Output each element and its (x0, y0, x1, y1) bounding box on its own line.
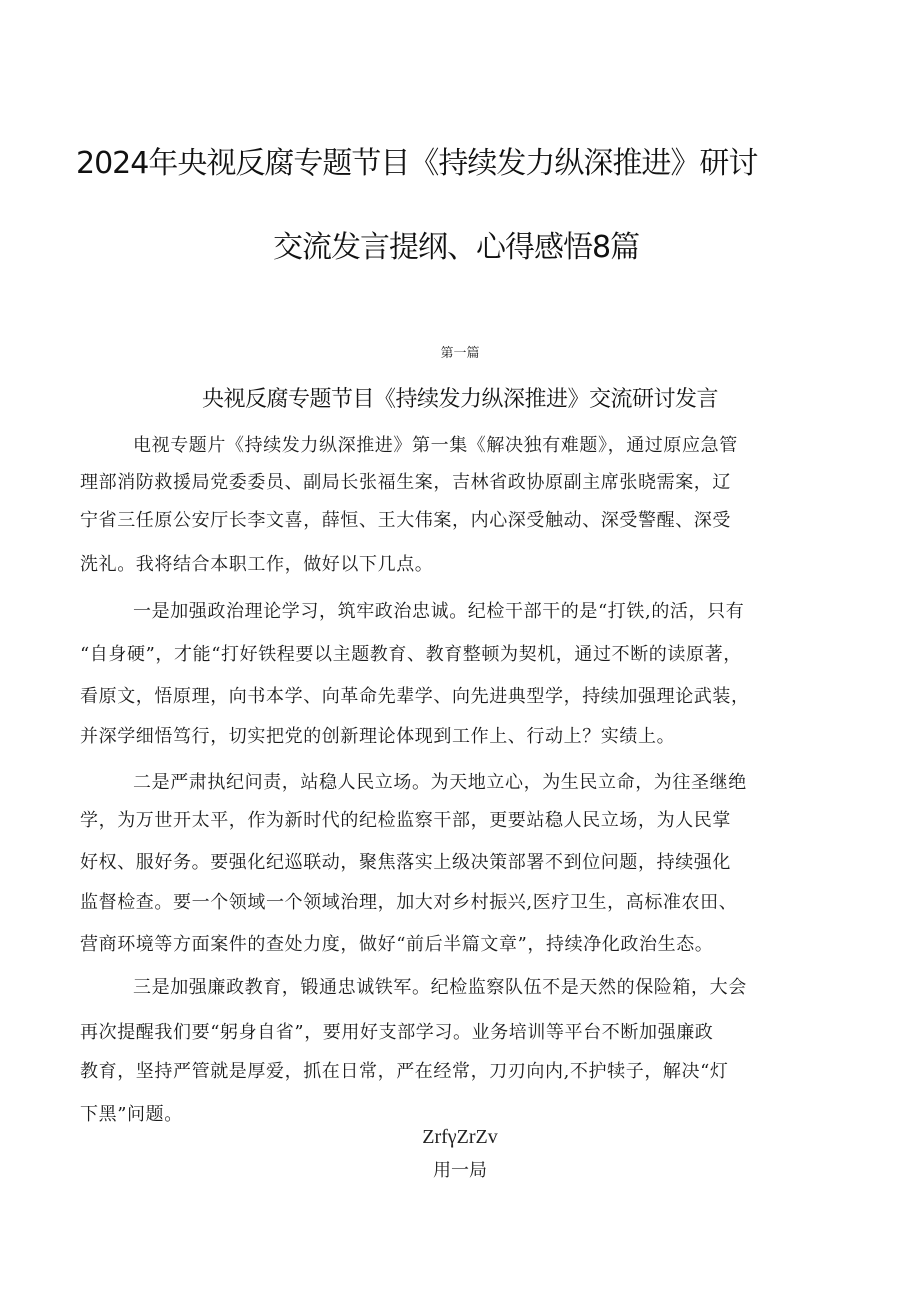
body-line: 教育，坚持严管就是厚爱，抓在日常，严在经常，刀刃向内,不护犊子，解决“灯 (80, 1061, 729, 1082)
section-label: 第一篇 (440, 346, 480, 361)
body-line: 理部消防救援局党委委员、副局长张福生案，吉林省政协原副主席张晓需案，辽 (80, 472, 731, 493)
document-title-line-2: 交流发言提纲、心得感悟8篇 (273, 230, 640, 265)
body-line: 看原文，悟原理，向书本学、向革命先辈学、向先进典型学，持续加强理论武装， (80, 686, 750, 707)
body-line: 洗礼。我将结合本职工作，做好以下几点。 (80, 554, 434, 575)
section-title: 央视反腐专题节目《持续发力纵深推进》交流研讨发言 (201, 387, 718, 412)
body-line: 再次提醒我们要“躬身自省”，要用好支部学习。业务培训等平台不断加强廉政 (80, 1022, 714, 1043)
body-line: 二是严肃执纪问责，站稳人民立场。为天地立心，为生民立命，为往圣继绝 (133, 772, 747, 793)
document-title-line-1: 2024年央视反腐专题节目《持续发力纵深推进》研讨 (76, 146, 758, 181)
body-line: 一是加强政治理论学习，筑牢政治忠诚。纪检干部干的是“打铁,的活，只有 (133, 601, 745, 622)
body-line: 下黑”问题。 (80, 1104, 183, 1125)
body-line: “自身硬”，才能“打好铁程要以主题教育、教育整顿为契机，通过不断的读原著， (80, 644, 742, 665)
footer-subtext: 用一局 (433, 1160, 487, 1181)
body-line: 营商环境等方面案件的查处力度，做好“前后半篇文章”，持续净化政治生态。 (80, 934, 714, 955)
body-line: 电视专题片《持续发力纵深推进》第一集《解决独有难题》，通过原应急管 (133, 435, 738, 456)
body-line: 并深学细悟笃行，切实把党的创新理论体现到工作上、行动上？实绩上。 (80, 726, 676, 747)
body-line: 好权、服好务。要强化纪巡联动，聚焦落实上级决策部署不到位问题，持续强化 (80, 852, 731, 873)
body-line: 三是加强廉政教育，锻通忠诚铁军。纪检监察队伍不是天然的保险箱，大会 (133, 977, 747, 998)
footer-mark: ZrfγZrZv (422, 1126, 498, 1148)
body-line: 学，为万世开太平，作为新时代的纪检监察干部，更要站稳人民立场，为人民掌 (80, 810, 731, 831)
body-line: 监督检查。要一个领域一个领域治理，加大对乡村振兴,医疗卫生，高标准农田、 (80, 892, 738, 913)
body-line: 宁省三任原公安厅长李文喜，薛恒、王大伟案，内心深受触动、深受警醒、深受 (80, 510, 731, 531)
